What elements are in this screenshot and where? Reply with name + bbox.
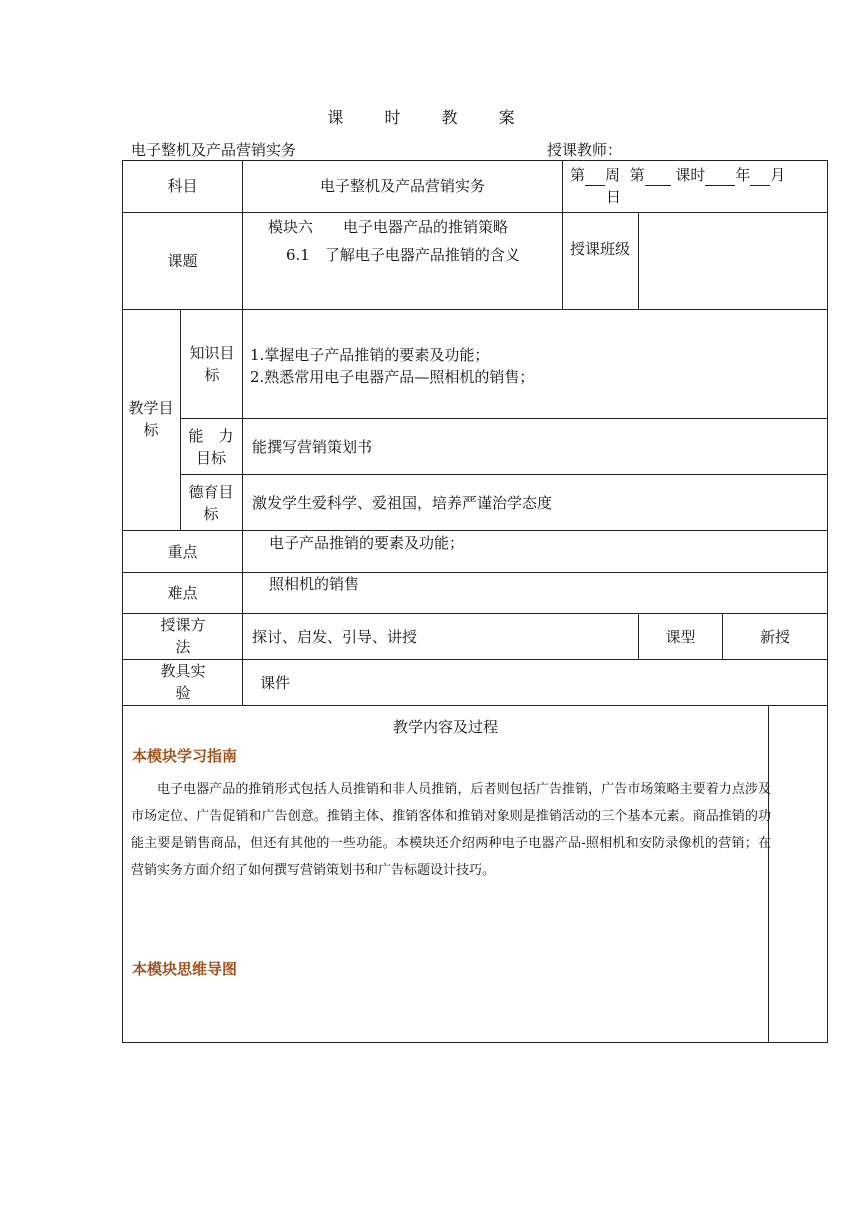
guide-paragraph: 电子电器产品的推销形式包括人员推销和非人员推销，后者则包括广告推销，广告市场策略主要着力点涉及市场定位、广告促销和广告创意。推销主体、推销客体和推销对象则是推销活动的三个基本元素。商品推销的功能主要是销售商品，但还有其他的一些功能。本模块还介绍两种电子电器产品-照相机和安防录像机的营销；在营销实务方面介绍了如何撰写营销策划书和广告标题设计技巧。 — [131, 782, 771, 878]
table-rule — [122, 212, 828, 213]
goals-label: 教学目标 — [128, 399, 174, 439]
table-rule — [638, 212, 639, 309]
table-rule — [180, 474, 828, 475]
header-teacher-label: 授课教师： — [547, 141, 623, 159]
table-rule — [122, 659, 828, 660]
subject-label: 科目 — [167, 177, 198, 195]
table-rule — [122, 309, 828, 310]
topic-label: 课题 — [167, 252, 198, 270]
table-rule — [122, 530, 828, 531]
tools-label: 教具实验 — [160, 662, 206, 702]
ability-value: 能撰写营销策划书 — [252, 438, 373, 456]
difficult-value: 照相机的销售 — [269, 575, 360, 593]
moral-value: 激发学生爱科学、爱祖国，培养严谨治学态度 — [252, 494, 553, 512]
content-header: 教学内容及过程 — [392, 718, 498, 736]
tools-value: 课件 — [260, 674, 291, 692]
mindmap-heading: 本模块思维导图 — [132, 960, 238, 978]
moral-label: 德育目标 — [188, 483, 234, 523]
table-border-top — [122, 160, 828, 161]
subject-value: 电子整机及产品营销实务 — [319, 177, 485, 195]
type-value: 新授 — [759, 628, 790, 646]
table-rule — [180, 309, 181, 530]
type-label: 课型 — [665, 628, 696, 646]
key-label: 重点 — [167, 543, 198, 561]
ability-label: 能 力目标 — [188, 427, 234, 467]
table-border-bottom — [122, 1042, 828, 1043]
topic-line-1: 模块六 电子电器产品的推销策略 — [268, 218, 509, 236]
difficult-label: 难点 — [167, 584, 198, 602]
header-subject: 电子整机及产品营销实务 — [131, 141, 297, 159]
method-label: 授课方法 — [160, 616, 206, 656]
table-border-right — [827, 160, 828, 1042]
page-title: 课 时 教 案 — [327, 108, 533, 127]
knowledge-label: 知识目标 — [189, 344, 235, 384]
knowledge-item-2: 2.熟悉常用电子电器产品—照相机的销售； — [250, 368, 535, 386]
table-rule — [180, 418, 828, 419]
table-rule — [562, 160, 563, 309]
guide-text — [131, 776, 771, 884]
table-rule — [122, 705, 828, 706]
method-value: 探讨、启发、引导、讲授 — [252, 628, 418, 646]
class-label: 授课班级 — [570, 240, 631, 258]
guide-heading: 本模块学习指南 — [132, 747, 238, 765]
topic-line-2: 6.1 了解电子电器产品推销的含义 — [286, 246, 520, 264]
key-value: 电子产品推销的要素及功能； — [269, 534, 465, 552]
table-rule — [242, 160, 243, 705]
knowledge-item-1: 1.掌握电子产品推销的要素及功能； — [250, 346, 490, 364]
schedule-field: 第 周 第 课时 年 月 日 — [570, 166, 786, 206]
